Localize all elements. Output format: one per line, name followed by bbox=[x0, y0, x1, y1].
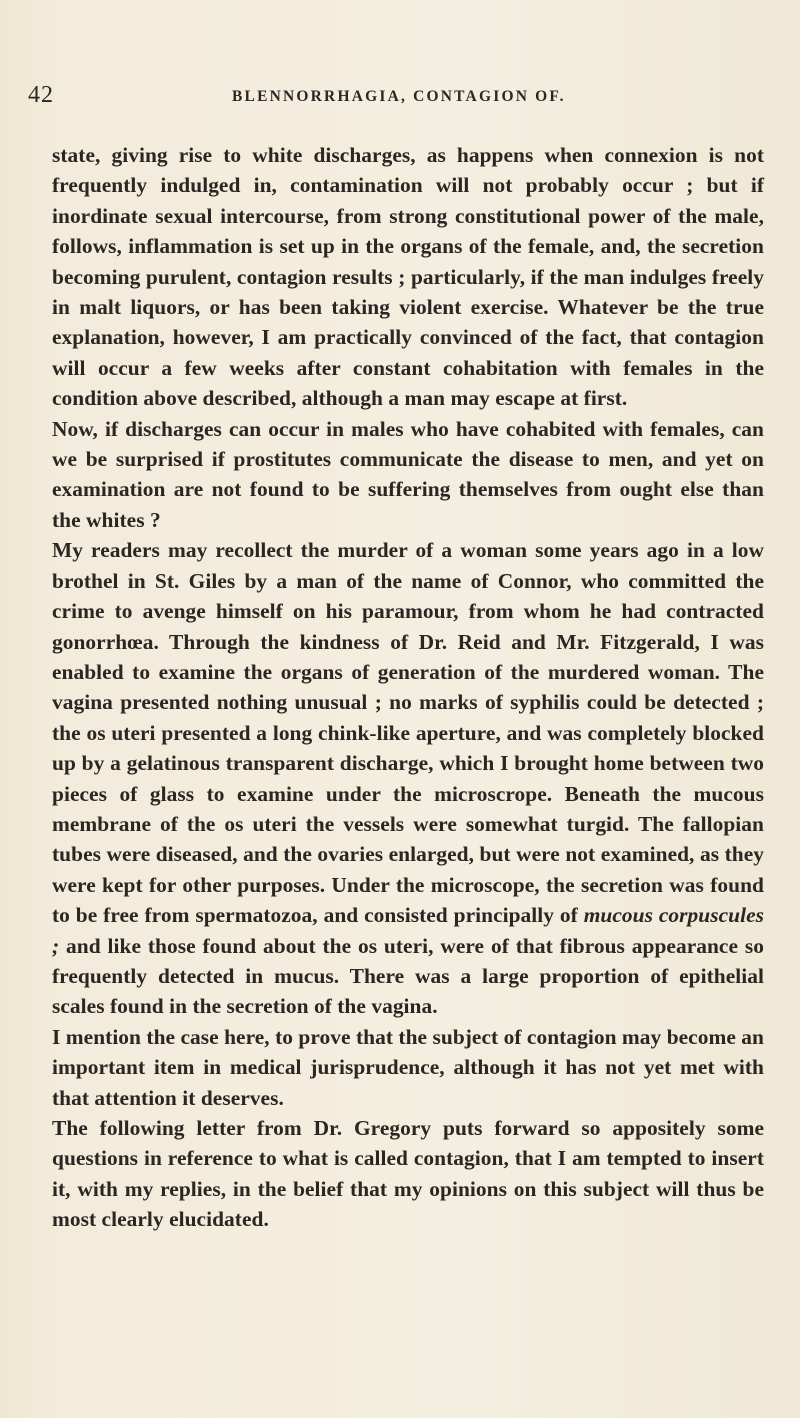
paragraph-3-italic: mucous corpuscules ; bbox=[52, 903, 764, 958]
page-header bbox=[0, 82, 800, 122]
paragraph-3-tail: and like those found about the os uteri, were of that fibrous appearance so frequently detected in mucus. There was a large proportion of epithelial scales found in the secretion of the vagina. bbox=[52, 933, 764, 1019]
running-head: BLENNORRHAGIA, CONTAGION OF. bbox=[232, 88, 566, 105]
paragraph-5: The following letter from Dr. Gregory puts forward so appositely some questions in reference to what is called contagion, that I am tempted to insert it, with my replies, in the belief that my opinions on this subject will thus be most clearly elucidated. bbox=[52, 1116, 764, 1232]
paragraph-1: state, giving rise to white discharges, as happens when connexion is not frequently indulged in, contamination will not probably occur ; but if inordinate sexual intercourse, from strong constitutional power of the male, follows, inflammation is set up in the organs of the female, and, the secretion becoming purulent, contagion results ; particularly, if the man indulges freely in malt liquors, or has been taking violent exercise. Whatever be the true explanation, however, I am practically convinced of the fact, that contagion will occur a few weeks after constant cohabitation with females in the condition above described, although a man may escape at first. bbox=[52, 143, 764, 411]
page-number: 42 bbox=[28, 82, 54, 108]
paragraph-3-text: My readers may recollect the murder of a woman some years ago in a low brothel in St. Giles by a man of the name of Connor, who committed the crime to avenge himself on his paramour, from whom he had contracted gonorrhœa. Through the kindness of Dr. Reid and Mr. Fitzgerald, I was enabled to examine the organs of generation of the murdered woman. The vagina presented nothing unusual ; no marks of syphilis could be detected ; the os uteri presented a long chink-like aperture, and was completely blocked up by a gelatinous transparent discharge, which I brought home between two pieces of glass to examine under the microscrope. Beneath the mucous membrane of the os uteri the vessels were somewhat turgid. The fallopian tubes were diseased, and the ovaries enlarged, but were not examined, as they were kept for other purposes. Under the microscope, the secretion was found to be free from spermatozoa, and consisted principally of bbox=[52, 538, 764, 928]
paragraph-4: I mention the case here, to prove that the subject of contagion may become an important item in medical jurisprudence, although it has not yet met with that attention it deserves. bbox=[52, 1024, 764, 1110]
body-text bbox=[52, 140, 764, 1235]
paragraph-2: Now, if discharges can occur in males who have cohabited with females, can we be surprised if prostitutes communicate the disease to men, and yet on examination are not found to be suffering themselves from ought else than the whites ? bbox=[52, 416, 764, 532]
paragraph-3 bbox=[52, 535, 764, 1022]
